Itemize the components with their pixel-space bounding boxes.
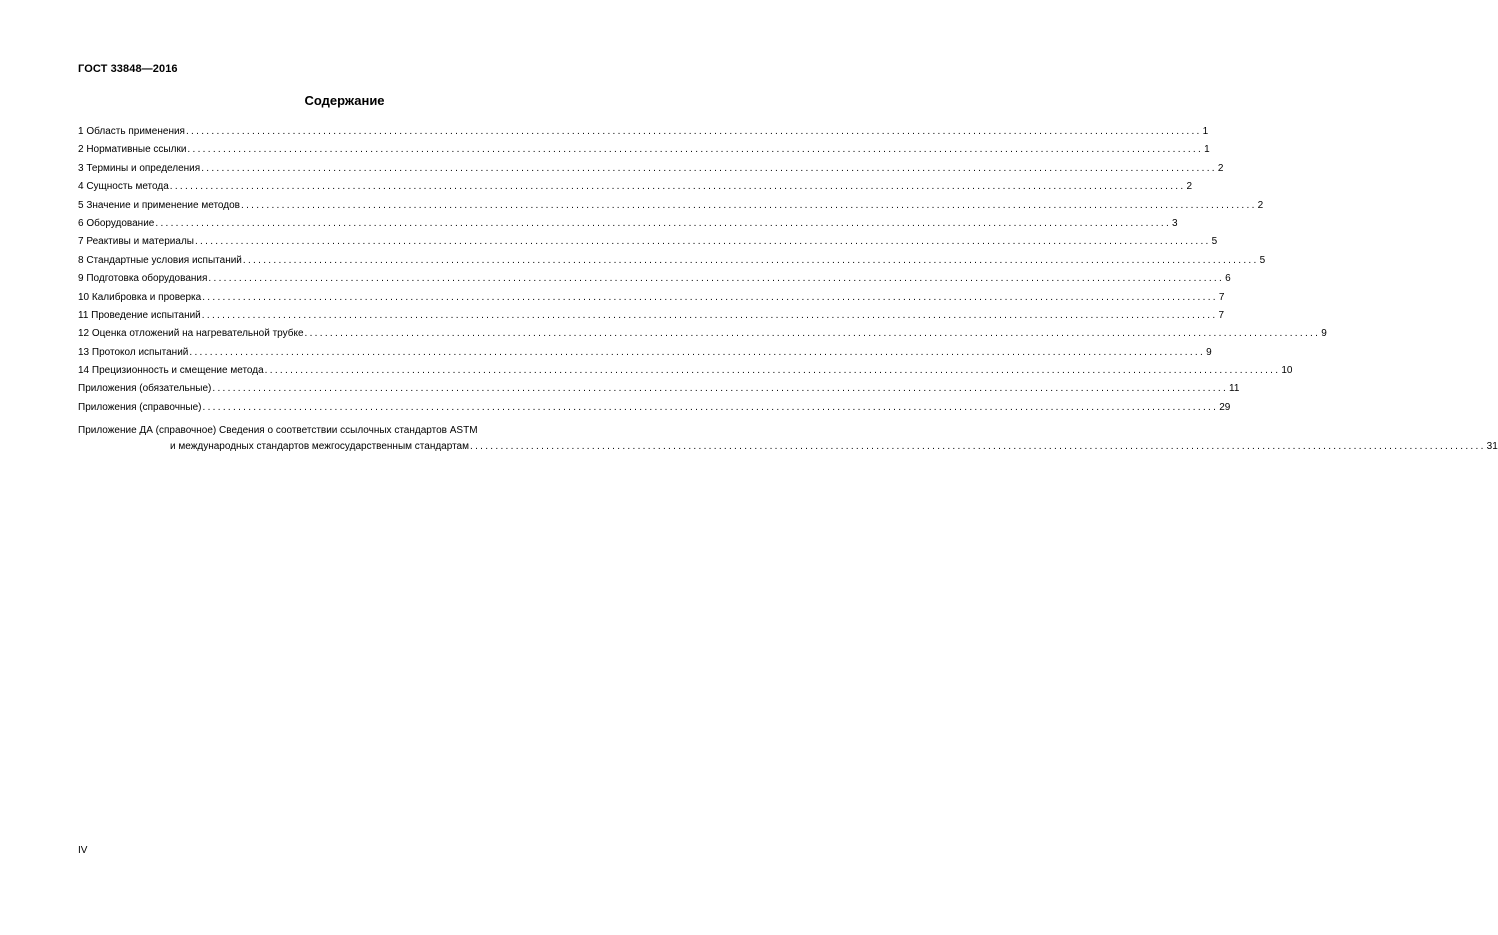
toc-leader-dots: ........................................................................................................................................................................................................ (469, 441, 1486, 452)
toc-entry-label: Приложения (справочные) (78, 401, 202, 413)
toc-entry-page: 7 (1218, 291, 1225, 303)
toc-annex-entry (78, 424, 1498, 453)
toc-leader-dots: ........................................................................................................................................................................................................ (208, 273, 1225, 285)
toc-entry-page: 2 (1217, 162, 1224, 174)
toc-entry (78, 235, 1218, 253)
toc-entry-label: 5 Значение и применение методов (78, 199, 240, 211)
toc-leader-dots: ........................................................................................................................................................................................................ (189, 346, 1206, 358)
toc-entry-label: 13 Протокол испытаний (78, 346, 189, 358)
toc-entry (78, 199, 1264, 217)
toc-entry-page: 11 (1229, 383, 1240, 395)
toc-entry-page: 2 (1257, 199, 1264, 211)
toc-entry-label: 2 Нормативные ссылки (78, 144, 187, 156)
toc-entry-label: 6 Оборудование (78, 217, 155, 229)
toc-entry-label: 10 Калибровка и проверка (78, 291, 202, 303)
toc-entry (78, 401, 1231, 419)
toc-entry-label: 7 Реактивы и материалы (78, 236, 194, 248)
toc-entry (78, 364, 1293, 382)
toc-entry-page: 9 (1206, 346, 1212, 358)
toc-entry-page: 5 (1259, 254, 1266, 266)
toc-entry-label: 1 Область применения (78, 126, 185, 137)
toc-leader-dots: ........................................................................................................................................................................................................ (187, 144, 1204, 156)
toc-entry-page: 29 (1219, 401, 1231, 413)
toc-leader-dots: ........................................................................................................................................................................................................ (212, 383, 1229, 395)
document-header: ГОСТ 33848—2016 (78, 63, 178, 75)
toc-entry-label: 12 Оценка отложений на нагревательной трубке (78, 328, 304, 340)
toc-entry-label: 8 Стандартные условия испытаний (78, 254, 242, 266)
toc-leader-dots: ........................................................................................................................................................................................................ (202, 291, 1218, 303)
toc-leader-dots: ........................................................................................................................................................................................................ (201, 309, 1218, 321)
toc-entry (78, 217, 1178, 235)
toc-entry-page: 10 (1281, 365, 1293, 377)
toc-entry-label: 14 Прецизионность и смещение метода (78, 365, 264, 377)
toc-entry-page: 7 (1218, 309, 1225, 321)
toc-entry (78, 327, 1327, 345)
toc-entry-label: Приложения (обязательные) (78, 383, 212, 395)
annex-title-line: Приложение ДА (справочное) Сведения о соответствии ссылочных стандартов ASTM (78, 425, 478, 436)
toc-entry-label: 3 Термины и определения (78, 162, 201, 174)
toc-leader-dots: ........................................................................................................................................................................................................ (194, 236, 1211, 248)
toc-leader-dots: ........................................................................................................................................................................................................ (242, 254, 1259, 266)
table-of-contents (78, 125, 1327, 419)
toc-entry (78, 162, 1224, 180)
toc-leader-dots: ........................................................................................................................................................................................................ (169, 181, 1186, 193)
toc-leader-dots: ........................................................................................................................................................................................................ (155, 217, 1172, 229)
toc-entry (78, 272, 1231, 290)
page-title: Содержание (304, 93, 385, 108)
toc-leader-dots: ........................................................................................................................................................................................................ (264, 365, 1281, 377)
toc-entry (78, 125, 1209, 143)
annex-continuation-label: и международных стандартов межгосударственным стандартам (170, 441, 469, 452)
toc-entry (78, 143, 1210, 161)
toc-entry (78, 309, 1225, 327)
annex-page: 31 (1486, 441, 1498, 452)
toc-entry (78, 382, 1240, 400)
toc-entry-label: 11 Проведение испытаний (78, 309, 201, 321)
toc-entry-page: 6 (1225, 273, 1231, 285)
toc-entry (78, 180, 1192, 198)
toc-entry-label: 9 Подготовка оборудования (78, 273, 208, 285)
toc-entry-page: 2 (1186, 181, 1192, 193)
toc-leader-dots: ........................................................................................................................................................................................................ (185, 126, 1202, 137)
toc-entry-page: 1 (1202, 126, 1209, 137)
toc-leader-dots: ........................................................................................................................................................................................................ (304, 328, 1321, 340)
toc-entry-page: 1 (1204, 144, 1210, 156)
toc-entry-page: 9 (1321, 328, 1327, 340)
toc-entry-page: 3 (1172, 217, 1178, 229)
annex-continuation-line (78, 440, 1498, 453)
toc-entry-label: 4 Сущность метода (78, 181, 169, 193)
toc-leader-dots: ........................................................................................................................................................................................................ (240, 199, 1257, 211)
toc-entry (78, 346, 1212, 364)
toc-entry (78, 254, 1266, 272)
toc-leader-dots: ........................................................................................................................................................................................................ (201, 162, 1217, 174)
toc-leader-dots: ........................................................................................................................................................................................................ (202, 401, 1219, 413)
page-number: IV (78, 845, 88, 856)
toc-entry (78, 291, 1225, 309)
toc-entry-page: 5 (1211, 236, 1218, 248)
